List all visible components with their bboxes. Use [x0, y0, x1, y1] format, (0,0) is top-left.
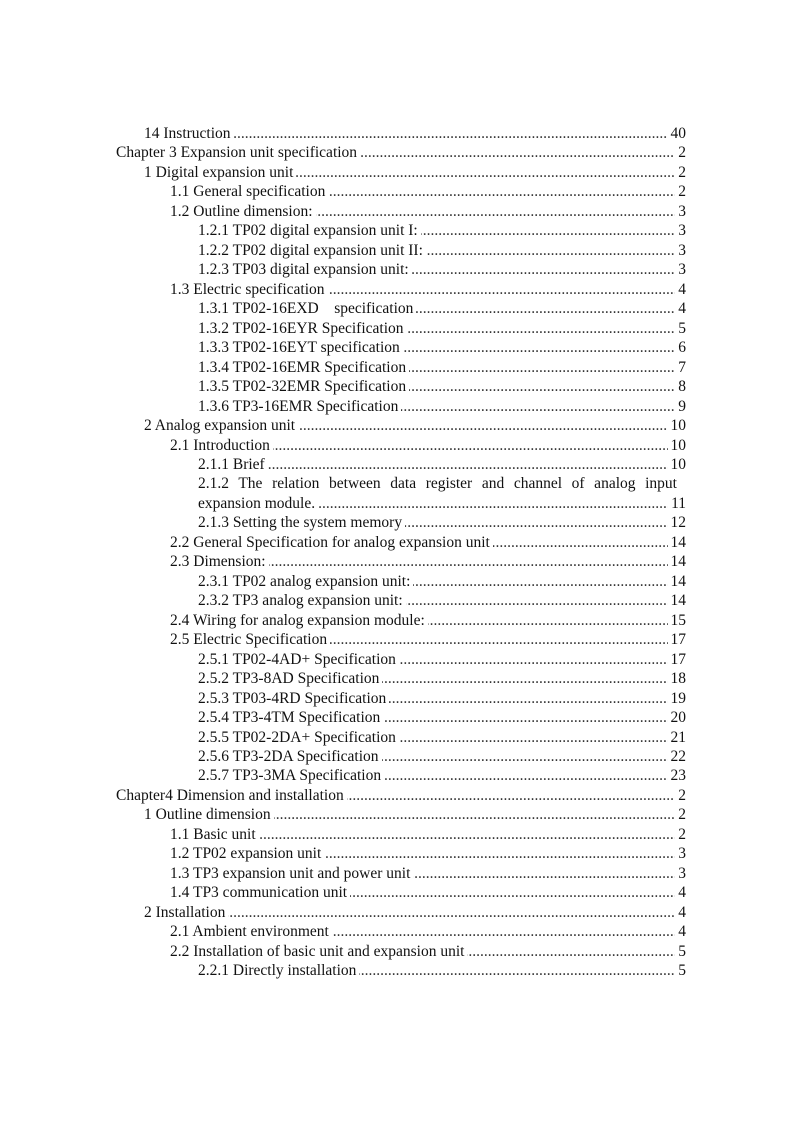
toc-entry: [198, 766, 686, 785]
toc-entry-page-number: 2: [675, 825, 686, 844]
toc-entry-page-number: 15: [668, 611, 687, 630]
toc-entry-title: 2.2 General Specification for analog expansion unit: [170, 534, 493, 551]
toc-entry-title: Chapter 3 Expansion unit specification: [116, 144, 360, 161]
toc-entry-page-number: 10: [668, 436, 687, 455]
toc-entry: [198, 747, 686, 766]
toc-entry-title: Chapter4 Dimension and installation: [116, 787, 347, 804]
toc-entry: [170, 611, 686, 630]
toc-entry-page-number: 14: [668, 572, 687, 591]
toc-entry-title: 1.3 TP3 expansion unit and power unit: [170, 865, 413, 882]
toc-entry-title: 1.3 Electric specification: [170, 281, 328, 298]
toc-entry: [198, 377, 686, 396]
toc-entry: [198, 221, 686, 240]
toc-entry-title: 2.1.1 Brief: [198, 456, 268, 473]
toc-entry: [170, 942, 686, 961]
table-of-contents: [116, 124, 686, 981]
toc-entry-title: 1 Outline dimension: [144, 806, 274, 823]
toc-entry-page-number: 17: [668, 650, 687, 669]
toc-entry-page-number: 18: [668, 669, 687, 688]
toc-entry: [198, 474, 686, 513]
toc-entry-title: 1.3.6 TP3-16EMR Specification: [198, 398, 401, 415]
toc-entry: [170, 552, 686, 571]
toc-entry-title: 2.5.5 TP02-2DA+ Specification: [198, 729, 399, 746]
toc-entry-page-number: 6: [675, 338, 686, 357]
toc-entry-page-number: 10: [668, 416, 687, 435]
toc-entry-title: 2 Installation: [144, 904, 228, 921]
toc-entry-title: 2.2.1 Directly installation: [198, 962, 359, 979]
toc-entry: [198, 455, 686, 474]
toc-entry: [198, 338, 686, 357]
toc-entry-page-number: 3: [675, 260, 686, 279]
toc-entry-page-number: 40: [668, 124, 687, 143]
toc-entry: [144, 416, 686, 435]
toc-entry: [144, 805, 686, 824]
toc-entry: [170, 825, 686, 844]
toc-entry: [198, 961, 686, 980]
toc-entry-page-number: 4: [675, 903, 686, 922]
toc-entry-page-number: 4: [675, 922, 686, 941]
toc-entry-title: 1.1 General specification: [170, 183, 328, 200]
toc-entry: [144, 124, 686, 143]
toc-entry: [170, 844, 686, 863]
toc-entry-page-number: 17: [668, 630, 687, 649]
toc-entry-title: 1.3.1 TP02-16EXD specification: [198, 300, 416, 317]
toc-entry-title: 2.1 Ambient environment: [170, 923, 332, 940]
toc-entry-title: 2.5.7 TP3-3MA Specification: [198, 767, 384, 784]
toc-entry-title: 1.3.3 TP02-16EYT specification: [198, 339, 403, 356]
toc-entry: [198, 650, 686, 669]
toc-entry-title: 2 Analog expansion unit: [144, 417, 298, 434]
toc-entry: [198, 572, 686, 591]
toc-entry-title: 2.4 Wiring for analog expansion module:: [170, 612, 428, 629]
toc-entry-page-number: 14: [668, 591, 687, 610]
toc-entry-title: 2.5.6 TP3-2DA Specification: [198, 748, 382, 765]
toc-entry-page-number: 4: [675, 280, 686, 299]
toc-entry: [116, 786, 686, 805]
toc-entry: [198, 689, 686, 708]
toc-entry-title: 1.3.2 TP02-16EYR Specification: [198, 320, 407, 337]
toc-entry-title: 2.3.1 TP02 analog expansion unit:: [198, 573, 413, 590]
toc-entry-page-number: 2: [675, 182, 686, 201]
toc-entry: [198, 260, 686, 279]
toc-entry: [144, 903, 686, 922]
toc-entry-page-number: 22: [668, 747, 687, 766]
toc-entry: [170, 182, 686, 201]
toc-entry: [170, 630, 686, 649]
toc-entry-page-number: 5: [675, 319, 686, 338]
toc-entry-page-number: 14: [668, 533, 687, 552]
toc-entry: [198, 708, 686, 727]
toc-entry-title: 2.1 Introduction: [170, 437, 273, 454]
toc-entry-title: 1.2 TP02 expansion unit: [170, 845, 324, 862]
toc-entry-page-number: 3: [675, 844, 686, 863]
toc-entry-title: 2.5.3 TP03-4RD Specification: [198, 690, 389, 707]
toc-entry-title: 1.2.3 TP03 digital expansion unit:: [198, 261, 412, 278]
toc-entry-title: 1 Digital expansion unit: [144, 164, 296, 181]
toc-entry: [198, 669, 686, 688]
toc-entry: [170, 883, 686, 902]
toc-entry-page-number: 14: [668, 552, 687, 571]
toc-entry-title: 2.2 Installation of basic unit and expansion unit: [170, 943, 467, 960]
toc-entry-page-number: 10: [668, 455, 687, 474]
toc-entry: [198, 728, 686, 747]
toc-entry-page-number: 3: [675, 864, 686, 883]
toc-entry-title: 2.5.1 TP02-4AD+ Specification: [198, 651, 399, 668]
toc-entry-page-number: 12: [668, 513, 687, 532]
toc-entry-title: 1.2.2 TP02 digital expansion unit II:: [198, 242, 426, 259]
toc-entry-page-number: 3: [675, 241, 686, 260]
toc-entry: [116, 143, 686, 162]
toc-entry-title: 2.3 Dimension:: [170, 553, 269, 570]
toc-entry-page-number: 2: [675, 163, 686, 182]
toc-entry: [198, 513, 686, 532]
toc-entry-page-number: 5: [675, 961, 686, 980]
toc-entry-page-number: 4: [675, 883, 686, 902]
toc-entry: [170, 864, 686, 883]
toc-entry-title: 2.5.2 TP3-8AD Specification: [198, 670, 382, 687]
toc-entry: [144, 163, 686, 182]
toc-entry: [198, 319, 686, 338]
toc-entry: [198, 241, 686, 260]
toc-entry: [170, 533, 686, 552]
toc-entry-title: 1.3.5 TP02-32EMR Specification: [198, 378, 409, 395]
toc-entry-page-number: 2: [675, 786, 686, 805]
toc-entry-title: 2.3.2 TP3 analog expansion unit:: [198, 592, 406, 609]
toc-entry: [198, 591, 686, 610]
toc-entry-title: 2.1.3 Setting the system memory: [198, 514, 405, 531]
toc-entry-page-number: 3: [675, 202, 686, 221]
toc-entry-title: 2.5.4 TP3-4TM Specification: [198, 709, 383, 726]
toc-entry-page-number: 8: [675, 377, 686, 396]
toc-entry-page-number: 2: [675, 143, 686, 162]
toc-entry-title: 1.3.4 TP02-16EMR Specification: [198, 359, 409, 376]
toc-entry-title: 1.1 Basic unit: [170, 826, 259, 843]
toc-entry-page-number: 23: [668, 766, 687, 785]
toc-entry: [170, 280, 686, 299]
toc-entry-page-number: 5: [675, 942, 686, 961]
toc-entry-title: 2.1.2 The relation between data register and channel of analog input expansion module.: [198, 475, 677, 512]
toc-entry: [170, 202, 686, 221]
toc-entry-page-number: 2: [675, 805, 686, 824]
toc-entry-page-number: 9: [675, 397, 686, 416]
toc-entry-page-number: 4: [675, 299, 686, 318]
toc-entry: [198, 358, 686, 377]
toc-entry-title: 14 Instruction: [144, 125, 234, 142]
toc-entry-title: 1.4 TP3 communication unit: [170, 884, 350, 901]
toc-entry-page-number: 20: [668, 708, 687, 727]
toc-entry: [170, 922, 686, 941]
toc-entry-page-number: 7: [675, 358, 686, 377]
toc-entry-page-number: 11: [668, 494, 686, 513]
toc-entry-title: 1.2.1 TP02 digital expansion unit I:: [198, 222, 421, 239]
toc-entry-page-number: 19: [668, 689, 687, 708]
toc-entry-page-number: 21: [668, 728, 687, 747]
toc-entry-title: 2.5 Electric Specification: [170, 631, 330, 648]
toc-entry: [198, 299, 686, 318]
toc-entry: [198, 397, 686, 416]
toc-entry-page-number: 3: [675, 221, 686, 240]
toc-entry-title: 1.2 Outline dimension:: [170, 203, 316, 220]
toc-entry: [170, 436, 686, 455]
